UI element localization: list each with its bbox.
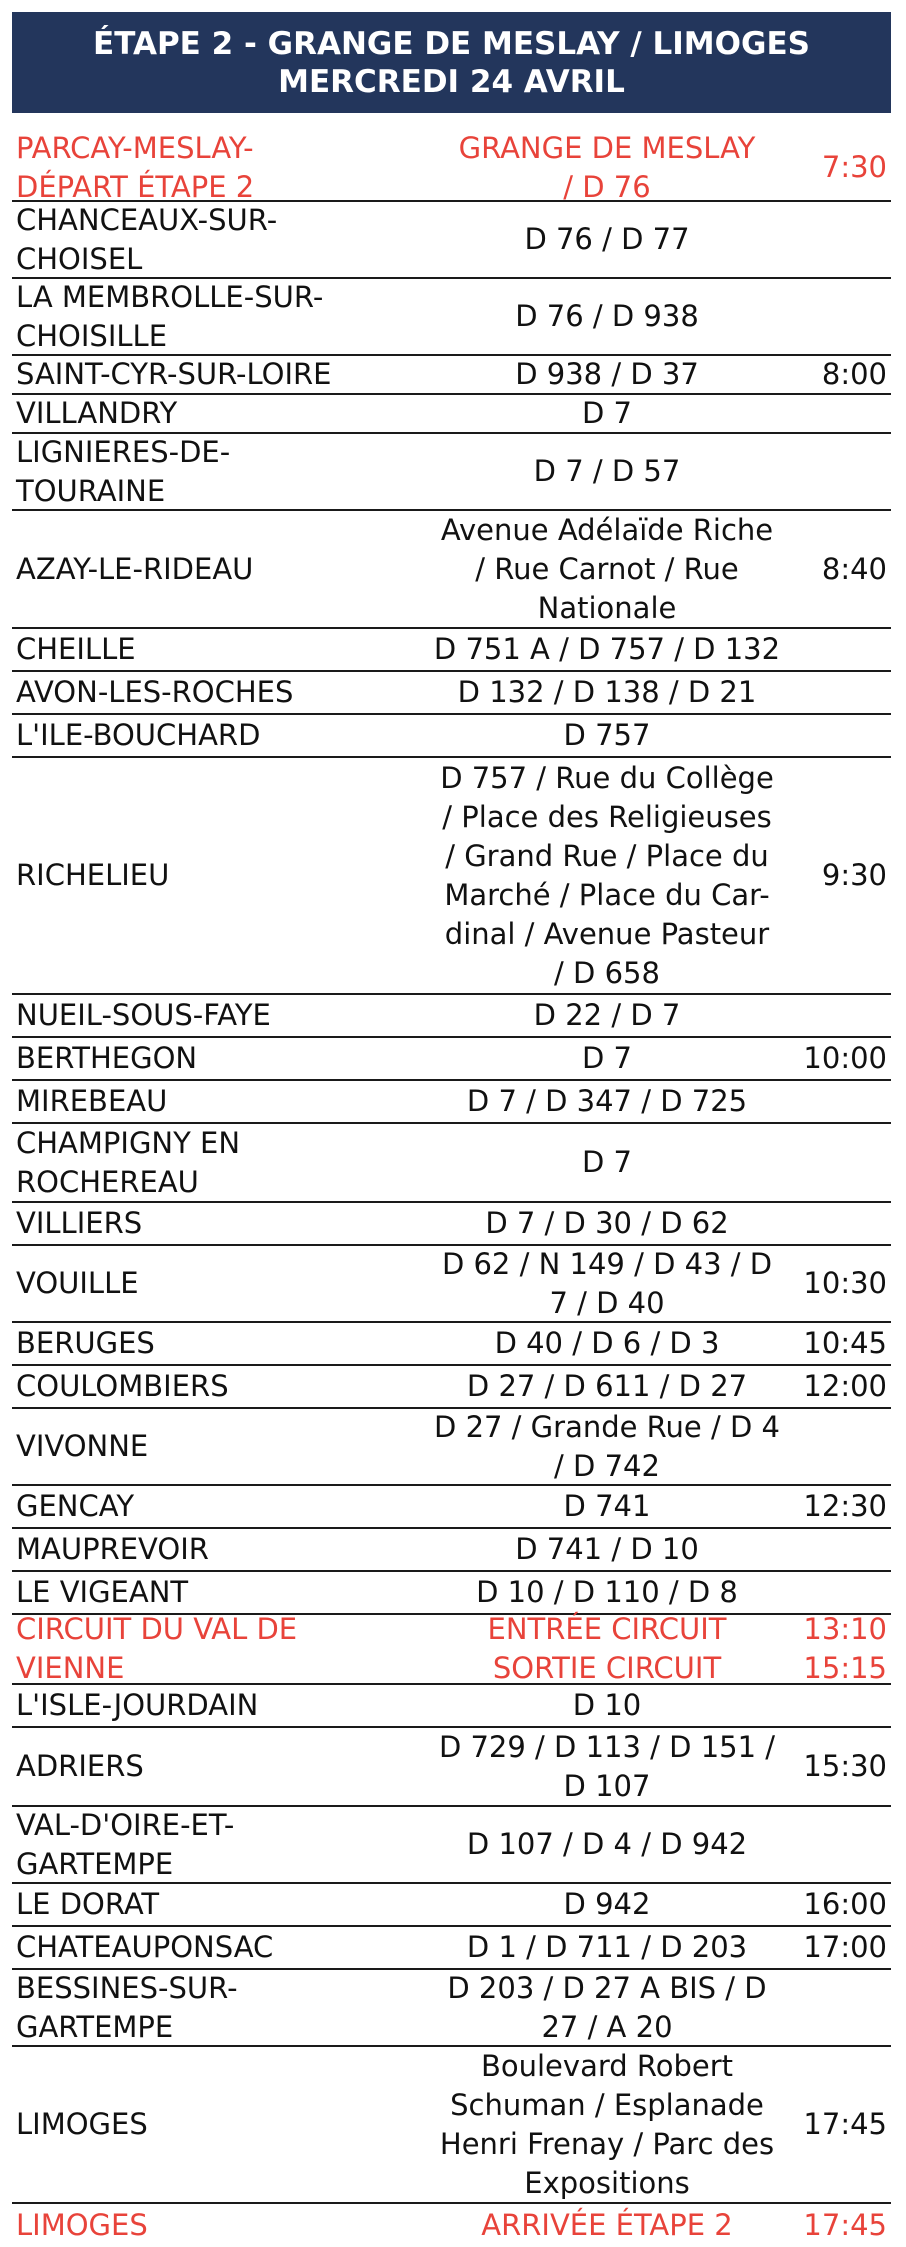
place-cell: VILLANDRY [16, 396, 178, 430]
route-cell: D 107 / D 4 / D 942 [466, 1827, 748, 1861]
time-cell: 10:30 [803, 1266, 887, 1300]
route-cell: ENTRÉE CIRCUIT SORTIE CIRCUIT [487, 1612, 727, 1685]
table-row [12, 1572, 891, 1615]
table-row [12, 1970, 891, 2047]
place-cell: SAINT-CYR-SUR-LOIRE [16, 357, 332, 391]
route-cell: D 76 / D 938 [515, 299, 699, 333]
place-cell: GENCAY [16, 1489, 135, 1523]
table-row [12, 1685, 891, 1728]
place-cell: LIMOGES [16, 2208, 148, 2242]
route-cell: D 942 [563, 1887, 651, 1921]
route-cell: D 203 / D 27 A BIS / D 27 / A 20 [447, 1970, 767, 2044]
route-cell: D 7 [582, 1145, 632, 1179]
route-cell: GRANGE DE MESLAY / D 76 [458, 130, 756, 204]
table-row [12, 1884, 891, 1927]
place-cell: LE DORAT [16, 1887, 160, 1921]
time-cell: 8:40 [821, 551, 887, 586]
place-cell: LE VIGEANT [16, 1575, 189, 1609]
route-cell: D 741 [563, 1489, 651, 1523]
place-cell: LIGNIERES-DE- TOURAINE [16, 434, 231, 508]
place-cell: LIMOGES [16, 2107, 148, 2141]
place-cell: VILLIERS [16, 1206, 143, 1240]
route-cell: D 27 / Grande Rue / D 4 / D 742 [434, 1409, 780, 1483]
table-row [12, 1409, 891, 1486]
route-cell: D 757 / Rue du Collège / Place des Religieuses / Grand Rue / Place du Marché / Place du Car- dinal / Avenue Pasteur / D 658 [440, 760, 774, 990]
route-cell: D 7 / D 57 [533, 454, 681, 488]
time-cell: 17:45 [803, 2208, 887, 2242]
table-row [12, 715, 891, 758]
table-row [12, 279, 891, 356]
time-cell: 10:45 [803, 1326, 887, 1360]
place-cell: BERTHEGON [16, 1041, 198, 1075]
route-cell: D 62 / N 149 / D 43 / D 7 / D 40 [441, 1246, 773, 1320]
place-cell: VOUILLE [16, 1266, 139, 1300]
route-cell: D 7 / D 30 / D 62 [485, 1206, 729, 1240]
stage-date: MERCREDI 24 AVRIL [278, 63, 625, 100]
time-cell: 13:10 15:15 [803, 1612, 887, 1685]
route-cell: D 757 [563, 718, 651, 752]
route-cell: D 22 / D 7 [533, 998, 681, 1032]
time-cell: 12:30 [803, 1489, 887, 1523]
table-row [12, 1366, 891, 1409]
time-cell: 8:00 [821, 357, 887, 391]
route-cell: D 40 / D 6 / D 3 [494, 1326, 720, 1360]
route-cell: D 729 / D 113 / D 151 / D 107 [438, 1729, 776, 1803]
table-row [12, 1728, 891, 1807]
time-cell: 17:00 [803, 1930, 887, 1964]
time-cell: 7:30 [821, 150, 887, 184]
table-row [12, 1038, 891, 1081]
route-cell: D 7 [582, 1041, 632, 1075]
place-cell: L'ISLE-JOURDAIN [16, 1688, 259, 1722]
table-row [12, 1529, 891, 1572]
time-cell: 17:45 [803, 2107, 887, 2141]
place-cell: LA MEMBROLLE-SUR- CHOISILLE [16, 279, 324, 353]
place-cell: AZAY-LE-RIDEAU [16, 551, 254, 586]
table-row [12, 511, 891, 629]
place-cell: PARCAY-MESLAY- DÉPART ÉTAPE 2 [16, 130, 255, 204]
table-row [12, 1323, 891, 1366]
place-cell: RICHELIEU [16, 858, 170, 892]
place-cell: MIREBEAU [16, 1084, 168, 1118]
route-cell: ARRIVÉE ÉTAPE 2 [481, 2208, 733, 2242]
table-row [12, 1124, 891, 1203]
place-cell: ADRIERS [16, 1749, 144, 1783]
table-row [12, 1807, 891, 1884]
time-cell: 16:00 [803, 1887, 887, 1921]
table-row [12, 434, 891, 511]
time-cell: 9:30 [821, 858, 887, 892]
time-cell: 12:00 [803, 1369, 887, 1403]
route-cell: D 27 / D 611 / D 27 [466, 1369, 748, 1403]
table-row [12, 2204, 891, 2247]
route-cell: D 741 / D 10 [515, 1532, 699, 1566]
time-cell: 10:00 [803, 1041, 887, 1075]
place-cell: VAL-D'OIRE-ET- GARTEMPE [16, 1807, 235, 1881]
stage-title: ÉTAPE 2 - GRANGE DE MESLAY / LIMOGES [93, 25, 810, 62]
route-cell: Boulevard Robert Schuman / Esplanade Henri Frenay / Parc des Expositions [439, 2048, 775, 2200]
table-row [12, 672, 891, 715]
place-cell: NUEIL-SOUS-FAYE [16, 998, 271, 1032]
place-cell: MAUPREVOIR [16, 1532, 209, 1566]
table-row [12, 995, 891, 1038]
route-cell: D 76 / D 77 [524, 222, 690, 256]
place-cell: L'ILE-BOUCHARD [16, 718, 261, 752]
place-cell: VIVONNE [16, 1429, 149, 1463]
table-row [12, 758, 891, 995]
place-cell: BESSINES-SUR- GARTEMPE [16, 1970, 238, 2044]
table-row [12, 2047, 891, 2204]
table-row [12, 629, 891, 672]
time-cell: 15:30 [803, 1749, 887, 1783]
table-row [12, 395, 891, 434]
table-row [12, 356, 891, 395]
route-cell: Avenue Adélaïde Riche / Rue Carnot / Rue Nationale [440, 512, 774, 625]
route-cell: D 10 [572, 1688, 642, 1722]
place-cell: CIRCUIT DU VAL DE VIENNE [16, 1612, 298, 1685]
route-cell: D 1 / D 711 / D 203 [466, 1930, 748, 1964]
route-cell: D 7 [582, 396, 632, 430]
route-cell: D 10 / D 110 / D 8 [476, 1575, 738, 1609]
route-cell: D 938 / D 37 [515, 357, 699, 391]
table-row [12, 130, 891, 204]
table-row [12, 1486, 891, 1529]
place-cell: COULOMBIERS [16, 1369, 229, 1403]
itinerary-table [12, 130, 891, 2247]
table-row [12, 1246, 891, 1323]
route-cell: D 7 / D 347 / D 725 [466, 1084, 748, 1118]
place-cell: CHEILLE [16, 632, 136, 666]
stage-header [12, 12, 891, 113]
table-row [12, 1081, 891, 1124]
route-cell: D 751 A / D 757 / D 132 [433, 632, 781, 666]
place-cell: BERUGES [16, 1326, 155, 1360]
place-cell: AVON-LES-ROCHES [16, 675, 294, 709]
table-row [12, 202, 891, 279]
table-row [12, 1927, 891, 1970]
place-cell: CHANCEAUX-SUR- CHOISEL [16, 202, 278, 276]
table-row [12, 1612, 891, 1685]
place-cell: CHATEAUPONSAC [16, 1930, 274, 1964]
place-cell: CHAMPIGNY EN ROCHEREAU [16, 1125, 241, 1199]
table-row [12, 1203, 891, 1246]
route-cell: D 132 / D 138 / D 21 [457, 675, 757, 709]
